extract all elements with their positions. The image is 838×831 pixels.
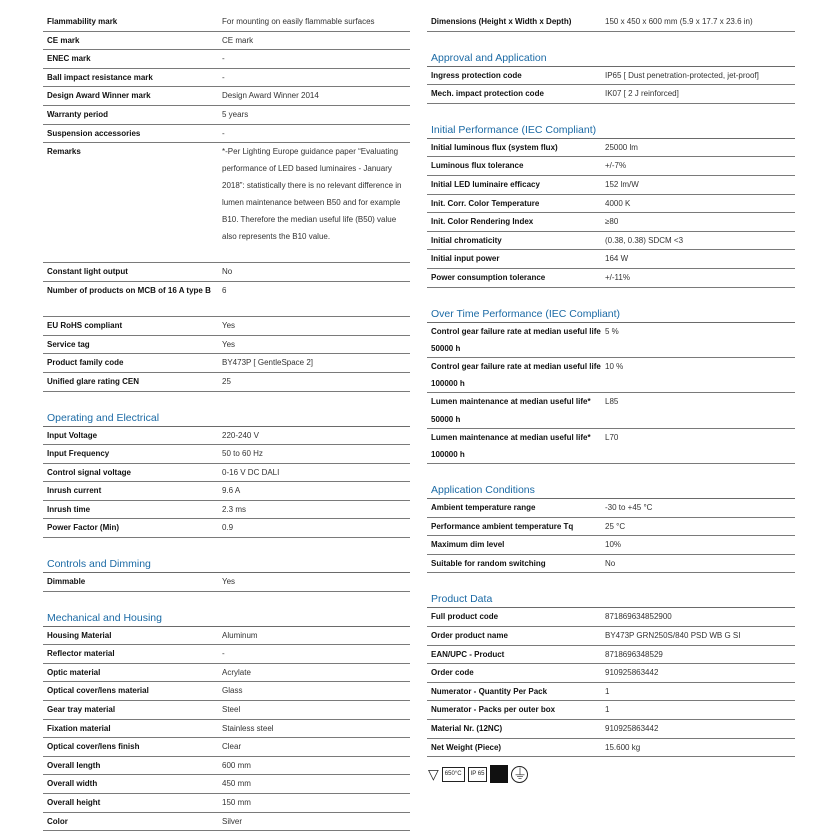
- spec-value: 1: [605, 705, 610, 715]
- spec-row: [427, 269, 795, 288]
- spec-value: 25000 lm: [605, 142, 638, 152]
- spec-value: 10 %: [605, 361, 624, 371]
- spec-row: [427, 250, 795, 269]
- spec-row: [427, 739, 795, 758]
- spec-value: 910925863442: [605, 724, 659, 734]
- spec-row: [427, 213, 795, 232]
- section-title-initial: Initial Performance (IEC Compliant): [427, 122, 795, 139]
- approval-table: [427, 67, 795, 104]
- spec-value: Yes: [222, 321, 236, 331]
- section-title-approval: Approval and Application: [427, 50, 795, 67]
- spec-row: [427, 608, 795, 627]
- spec-label: Full product code: [431, 612, 499, 622]
- right-column: [427, 13, 795, 757]
- section-title-operating: Operating and Electrical: [43, 410, 410, 427]
- spec-label: Optical cover/lens material: [47, 686, 149, 696]
- spec-row: [427, 85, 795, 104]
- spec-label: Power consumption tolerance: [431, 272, 546, 282]
- spec-row: [43, 501, 410, 520]
- spec-label: Material Nr. (12NC): [431, 724, 503, 734]
- spec-value: 25 °C: [605, 521, 626, 531]
- spec-label: Luminous flux tolerance: [431, 161, 524, 171]
- spec-label: Initial luminous flux (system flux): [431, 142, 558, 152]
- spec-value: 164 W: [605, 254, 629, 264]
- spec-label: CE mark: [47, 35, 80, 45]
- spec-row: [43, 794, 410, 813]
- spec-value: ≥80: [605, 217, 619, 227]
- spec-row: [427, 157, 795, 176]
- spec-value: Yes: [222, 339, 236, 349]
- spec-label: Product family code: [47, 358, 124, 368]
- spec-value: -: [222, 72, 225, 82]
- spec-label: Input Frequency: [47, 449, 110, 459]
- spec-label: Unified glare rating CEN: [47, 376, 140, 386]
- spec-value: 1: [605, 686, 610, 696]
- spec-row: [43, 317, 410, 336]
- spec-label: Reflector material: [47, 649, 115, 659]
- spec-value: BY473P [ GentleSpace 2]: [222, 358, 314, 368]
- spec-value: 15.600 kg: [605, 742, 641, 752]
- spec-row: [43, 336, 410, 355]
- spec-value: +/-7%: [605, 161, 627, 171]
- spec-label: Inrush current: [47, 486, 102, 496]
- spec-label: Inrush time: [47, 504, 91, 514]
- spec-value: -30 to +45 °C: [605, 503, 653, 513]
- flammable-surface-icon: ▽: [428, 765, 439, 782]
- spec-value: Clear: [222, 742, 242, 752]
- spec-row: [43, 682, 410, 701]
- spec-label: Control gear failure rate at median useful life 50000 h: [431, 326, 601, 353]
- section-title-mechanical: Mechanical and Housing: [43, 610, 410, 627]
- spec-row: [43, 813, 410, 831]
- spec-row: [43, 445, 410, 464]
- spec-value: 9.6 A: [222, 486, 241, 496]
- spec-value: 910925863442: [605, 668, 659, 678]
- spec-row: [427, 646, 795, 665]
- spec-label: Color: [47, 816, 68, 826]
- spec-value: Yes: [222, 577, 236, 587]
- spec-value: -: [222, 54, 225, 64]
- remarks-label: Remarks: [47, 147, 81, 157]
- spec-row: [427, 358, 795, 393]
- dimensions-table: [427, 13, 795, 32]
- spec-row: [427, 555, 795, 574]
- spec-value: 10%: [605, 540, 622, 550]
- spec-row: [43, 427, 410, 446]
- spec-value: Aluminum: [222, 630, 258, 640]
- section-title-overtime: Over Time Performance (IEC Compliant): [427, 306, 795, 323]
- spec-label: Order code: [431, 668, 474, 678]
- spec-row: [427, 139, 795, 158]
- initial-table: [427, 139, 795, 288]
- spec-value: Acrylate: [222, 667, 251, 677]
- spec-value: BY473P GRN250S/840 PSD WB G SI: [605, 631, 741, 641]
- spec-value: 871869634852900: [605, 612, 672, 622]
- spec-label: Service tag: [47, 339, 90, 349]
- certification-icons: [428, 765, 528, 783]
- spec-row: [43, 482, 410, 501]
- spec-label: Suitable for random switching: [431, 558, 546, 568]
- spec-label: Lumen maintenance at median useful life* 100000 h: [431, 432, 591, 459]
- spec-value: IP65 [ Dust penetration-protected, jet-proof]: [605, 70, 759, 80]
- spec-row: [43, 627, 410, 646]
- spec-label: ENEC mark: [47, 54, 91, 64]
- spec-row: [427, 195, 795, 214]
- spec-value: 152 lm/W: [605, 179, 639, 189]
- product-table: [427, 608, 795, 757]
- spec-row: [43, 87, 410, 106]
- spec-value: 50 to 60 Hz: [222, 449, 263, 459]
- spec-label: Lumen maintenance at median useful life* 50000 h: [431, 397, 591, 424]
- spec-label: Input Voltage: [47, 430, 98, 440]
- spec-value: Glass: [222, 686, 243, 696]
- spec-row: [43, 720, 410, 739]
- spec-label: Ball impact resistance mark: [47, 72, 153, 82]
- spec-row: [43, 645, 410, 664]
- spec-label: Ingress protection code: [431, 70, 522, 80]
- spec-row: [43, 13, 410, 32]
- spec-label: Ambient temperature range: [431, 503, 536, 513]
- operating-table: [43, 427, 410, 539]
- spec-row: [427, 701, 795, 720]
- spec-value: No: [605, 558, 616, 568]
- spec-value: -: [222, 649, 225, 659]
- spec-row: [43, 69, 410, 88]
- spec-row: [427, 499, 795, 518]
- spec-value: 150 mm: [222, 798, 251, 808]
- spec-row: [43, 32, 410, 51]
- earth-ground-icon: ⏚: [512, 766, 527, 782]
- spec-row: [427, 393, 795, 428]
- spec-value: IK07 [ 2 J reinforced]: [605, 89, 679, 99]
- section-title-application: Application Conditions: [427, 482, 795, 499]
- controls-table: [43, 573, 410, 592]
- spec-label: Init. Corr. Color Temperature: [431, 198, 540, 208]
- left-column: [43, 13, 410, 831]
- spec-value: Stainless steel: [222, 723, 274, 733]
- spec-label: Overall height: [47, 798, 101, 808]
- spec-row: [43, 50, 410, 69]
- spec-label: Number of products on MCB of 16 A type B: [47, 285, 211, 295]
- spec-row: [43, 701, 410, 720]
- spec-value: 25: [222, 376, 231, 386]
- spec-label: Design Award Winner mark: [47, 91, 151, 101]
- spec-label: Numerator - Packs per outer box: [431, 705, 556, 715]
- spec-label: EAN/UPC - Product: [431, 649, 505, 659]
- spec-label: Dimensions (Height x Width x Depth): [431, 17, 572, 26]
- spec-row: [43, 573, 410, 592]
- spec-value: L70: [605, 432, 619, 442]
- spec-value: Steel: [222, 705, 241, 715]
- spec-row: [427, 518, 795, 537]
- spec-row: [427, 232, 795, 251]
- spec-row: [427, 664, 795, 683]
- spec-label: Optic material: [47, 667, 101, 677]
- spec-value: 6: [222, 285, 227, 295]
- spec-label: Control signal voltage: [47, 467, 132, 477]
- spec-value: L85: [605, 397, 619, 407]
- spec-row: [43, 125, 410, 144]
- spec-row: [43, 757, 410, 776]
- spec-label: Order product name: [431, 631, 508, 641]
- spec-label: Power Factor (Min): [47, 523, 120, 533]
- spec-label: Numerator - Quantity Per Pack: [431, 686, 548, 696]
- spec-row: [427, 683, 795, 702]
- spec-label: Initial input power: [431, 254, 500, 264]
- spec-row: [427, 720, 795, 739]
- spec-label: Overall length: [47, 760, 101, 770]
- spec-label: Initial chromaticity: [431, 235, 502, 245]
- spec-label: Net Weight (Piece): [431, 742, 502, 752]
- spec-row: [43, 664, 410, 683]
- spec-row: [43, 282, 410, 317]
- spec-row: [427, 67, 795, 86]
- spec-value: Silver: [222, 816, 243, 826]
- spec-row: [43, 106, 410, 125]
- spec-value: 450 mm: [222, 779, 251, 789]
- spec-label: Optical cover/lens finish: [47, 742, 140, 752]
- remarks-row: [43, 143, 410, 263]
- spec-value: +/-11%: [605, 272, 630, 282]
- overtime-table: [427, 323, 795, 465]
- spec-label: Constant light output: [47, 267, 128, 277]
- spec-row: [427, 176, 795, 195]
- spec-label: Maximum dim level: [431, 540, 505, 550]
- spec-row: [427, 429, 795, 464]
- spec-row: [427, 536, 795, 555]
- spec-row: [427, 627, 795, 646]
- spec-value: CE mark: [222, 35, 254, 45]
- mechanical-table: [43, 627, 410, 831]
- ip65-icon: IP 65: [468, 767, 488, 782]
- spec-value: For mounting on easily flammable surfaces: [222, 17, 375, 26]
- spec-value: 5 years: [222, 109, 249, 119]
- spec-value: 0.9: [222, 523, 234, 533]
- spec-label: Init. Color Rendering Index: [431, 217, 534, 227]
- spec-label: Mech. impact protection code: [431, 89, 544, 99]
- black-square-icon: [490, 765, 508, 783]
- spec-label: Control gear failure rate at median useful life 100000 h: [431, 361, 601, 389]
- spec-label: Overall width: [47, 779, 98, 789]
- spec-label: Performance ambient temperature Tq: [431, 521, 574, 531]
- spec-value: 0-16 V DC DALI: [222, 467, 280, 477]
- spec-row: [43, 738, 410, 757]
- spec-label: Fixation material: [47, 723, 111, 733]
- section-title-product: Product Data: [427, 591, 795, 608]
- general-table: [43, 13, 410, 392]
- temperature-mark-icon: 650°C: [442, 767, 465, 782]
- spec-label: EU RoHS compliant: [47, 321, 123, 331]
- section-title-controls: Controls and Dimming: [43, 556, 410, 573]
- spec-value: Design Award Winner 2014: [222, 91, 319, 101]
- application-table: [427, 499, 795, 573]
- spec-value: 600 mm: [222, 760, 251, 770]
- spec-value: (0.38, 0.38) SDCM <3: [605, 235, 684, 245]
- spec-value: 220-240 V: [222, 430, 259, 440]
- spec-row: [43, 519, 410, 538]
- spec-row: [427, 13, 795, 32]
- spec-value: 5 %: [605, 326, 619, 336]
- spec-row: [427, 323, 795, 358]
- spec-row: [43, 775, 410, 794]
- remarks-text: *-Per Lighting Europe guidance paper “Evaluating performance of LED based luminaires - January 2018”: statistically there is no relevant difference in lumen maintenance between B50 and for example B10. Therefore the median useful life (B50) value also represents the B10 value.: [222, 147, 402, 242]
- spec-label: Initial LED luminaire efficacy: [431, 179, 540, 189]
- spec-value: -: [222, 128, 225, 138]
- spec-value: 4000 K: [605, 198, 631, 208]
- spec-label: Gear tray material: [47, 705, 116, 715]
- spec-label: Dimmable: [47, 577, 86, 587]
- spec-value: 150 x 450 x 600 mm (5.9 x 17.7 x 23.6 in): [605, 17, 753, 26]
- spec-label: Suspension accessories: [47, 128, 141, 138]
- spec-row: [43, 354, 410, 373]
- spec-value: No: [222, 267, 233, 277]
- spec-row: [43, 464, 410, 483]
- spec-value: 2.3 ms: [222, 504, 247, 514]
- spec-value: 8718696348529: [605, 649, 663, 659]
- spec-row: [43, 373, 410, 392]
- spec-row: [43, 263, 410, 282]
- spec-label: Warranty period: [47, 109, 109, 119]
- spec-label: Flammability mark: [47, 17, 118, 26]
- spec-label: Housing Material: [47, 630, 112, 640]
